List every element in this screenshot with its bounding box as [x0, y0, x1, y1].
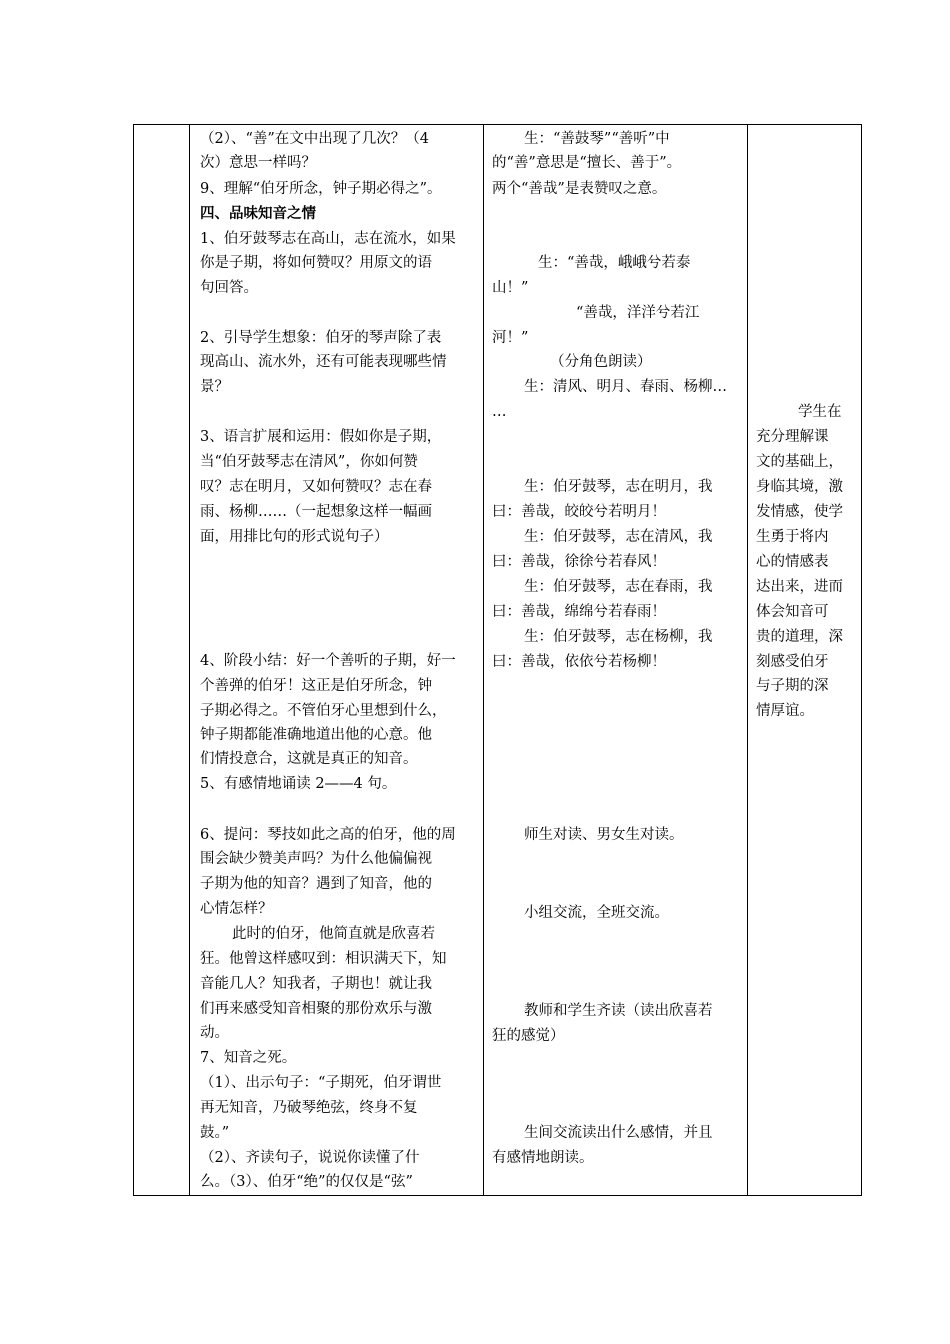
text-line: 曰：善哉，皎皎兮若明月！ [492, 504, 666, 520]
text-line: 心的情感表 [756, 554, 829, 570]
text-line: 与子期的深 [756, 678, 829, 694]
text-line: 文的基础上， [756, 454, 843, 470]
text-line: （2）、“善”在文中出现了几次？（4 [200, 131, 430, 147]
text-line: 当“伯牙鼓琴志在清风”，你如何赞 [200, 454, 418, 470]
text-line: 情厚谊。 [756, 703, 814, 719]
text-line: 2、引导学生想象：伯牙的琴声除了表 [200, 330, 442, 346]
column-student-activity [484, 125, 748, 1195]
text-line: 生：伯牙鼓琴，志在杨柳，我 [524, 629, 713, 645]
text-line: 的“善”意思是“擅长、善于”。 [492, 155, 682, 171]
text-line: 生：“善哉，峨峨兮若泰 [538, 255, 691, 271]
text-line: 们再来感受知音相聚的那份欢乐与激 [200, 1001, 432, 1017]
text-line: 充分理解课 [756, 429, 829, 445]
text-line: 狂。他曾这样感叹到：相识满天下，知 [200, 951, 447, 967]
text-line: 此时的伯牙，他简直就是欣喜若 [232, 926, 435, 942]
text-line: 钟子期都能准确地道出他的心意。他 [200, 727, 432, 743]
lesson-table [133, 124, 862, 1196]
text-line: 教师和学生齐读（读出欣喜若 [524, 1003, 713, 1019]
text-line: “善哉，洋洋兮若江 [576, 305, 700, 321]
column-blank [134, 125, 190, 1195]
text-line: 生：“善鼓琴”“善听”中 [524, 131, 670, 147]
text-line: 么。（3）、伯牙“绝”的仅仅是“弦” [200, 1174, 413, 1190]
text-line: 你是子期，将如何赞叹？用原文的语 [200, 255, 432, 271]
text-line: 山！” [492, 280, 529, 296]
text-line: 围会缺少赞美声吗？为什么他偏偏视 [200, 851, 432, 867]
section-heading: 四、品味知音之情 [200, 205, 316, 222]
column-teacher-activity [190, 125, 484, 1195]
text-line: … [492, 404, 507, 420]
text-line: 曰：善哉，绵绵兮若春雨！ [492, 604, 666, 620]
text-line: 师生对读、男女生对读。 [524, 827, 684, 843]
text-line: 体会知音可 [756, 604, 829, 620]
text-line: 小组交流，全班交流。 [524, 905, 669, 921]
text-line: 动。 [200, 1025, 229, 1041]
text-line: （分角色朗读） [550, 354, 652, 370]
text-line: （1）、出示句子：“子期死，伯牙谓世 [200, 1075, 442, 1091]
text-line: 生勇于将内 [756, 529, 829, 545]
text-line: 鼓。” [200, 1125, 230, 1141]
text-line: 7、知音之死。 [200, 1050, 297, 1066]
text-line: 6、提问：琴技如此之高的伯牙，他的周 [200, 827, 456, 843]
text-line: 景？ [200, 379, 229, 395]
text-line: 次）意思一样吗？ [200, 155, 316, 171]
text-line: 现高山、流水外，还有可能表现哪些情 [200, 354, 447, 370]
text-line: 4、阶段小结：好一个善听的子期，好一 [200, 653, 456, 669]
text-line: 学生在 [798, 404, 842, 420]
text-line: 3、语言扩展和运用：假如你是子期， [200, 429, 442, 445]
text-line: 1、伯牙鼓琴志在高山，志在流水，如果 [200, 231, 456, 247]
text-line: 两个“善哉”是表赞叹之意。 [492, 181, 667, 197]
text-line: 有感情地朗读。 [492, 1150, 594, 1166]
text-line: 刻感受伯牙 [756, 654, 829, 670]
text-line: 生间交流读出什么感情，并且 [524, 1125, 713, 1141]
text-line: 身临其境，激 [756, 479, 843, 495]
column-design-intent [748, 125, 861, 1195]
text-line: 达出来，进而 [756, 579, 843, 595]
text-line: 发情感，使学 [756, 504, 843, 520]
text-line: 曰：善哉，依依兮若杨柳！ [492, 654, 666, 670]
text-line: 生：伯牙鼓琴，志在春雨，我 [524, 579, 713, 595]
text-line: 雨、杨柳……（一起想象这样一幅画 [200, 504, 432, 520]
text-line: 子期必得之。不管伯牙心里想到什么， [200, 703, 447, 719]
text-line: 心情怎样？ [200, 901, 273, 917]
text-line: 句回答。 [200, 280, 258, 296]
text-line: 子期为他的知音？遇到了知音，他的 [200, 876, 432, 892]
text-line: 9、理解“伯牙所念，钟子期必得之”。 [200, 181, 442, 197]
text-line: 5、有感情地诵读 2——4 句。 [200, 776, 397, 792]
text-line: 音能几人？知我者，子期也！就让我 [200, 976, 432, 992]
text-line: 生：伯牙鼓琴，志在明月，我 [524, 479, 713, 495]
text-line: 曰：善哉，徐徐兮若春风！ [492, 554, 666, 570]
text-line: 叹？志在明月，又如何赞叹？志在春 [200, 479, 432, 495]
text-line: 贵的道理，深 [756, 629, 843, 645]
text-line: 个善弹的伯牙！这正是伯牙所念，钟 [200, 678, 432, 694]
text-line: 河！” [492, 330, 529, 346]
text-line: 面，用排比句的形式说句子） [200, 529, 389, 545]
text-line: 再无知音，乃破琴绝弦，终身不复 [200, 1100, 418, 1116]
text-line: 们情投意合，这就是真正的知音。 [200, 751, 418, 767]
text-line: （2）、齐读句子，说说你读懂了什 [200, 1150, 420, 1166]
text-line: 生：清风、明月、春雨、杨柳… [524, 379, 727, 395]
text-line: 生：伯牙鼓琴，志在清风，我 [524, 529, 713, 545]
text-line: 狂的感觉） [492, 1028, 565, 1044]
